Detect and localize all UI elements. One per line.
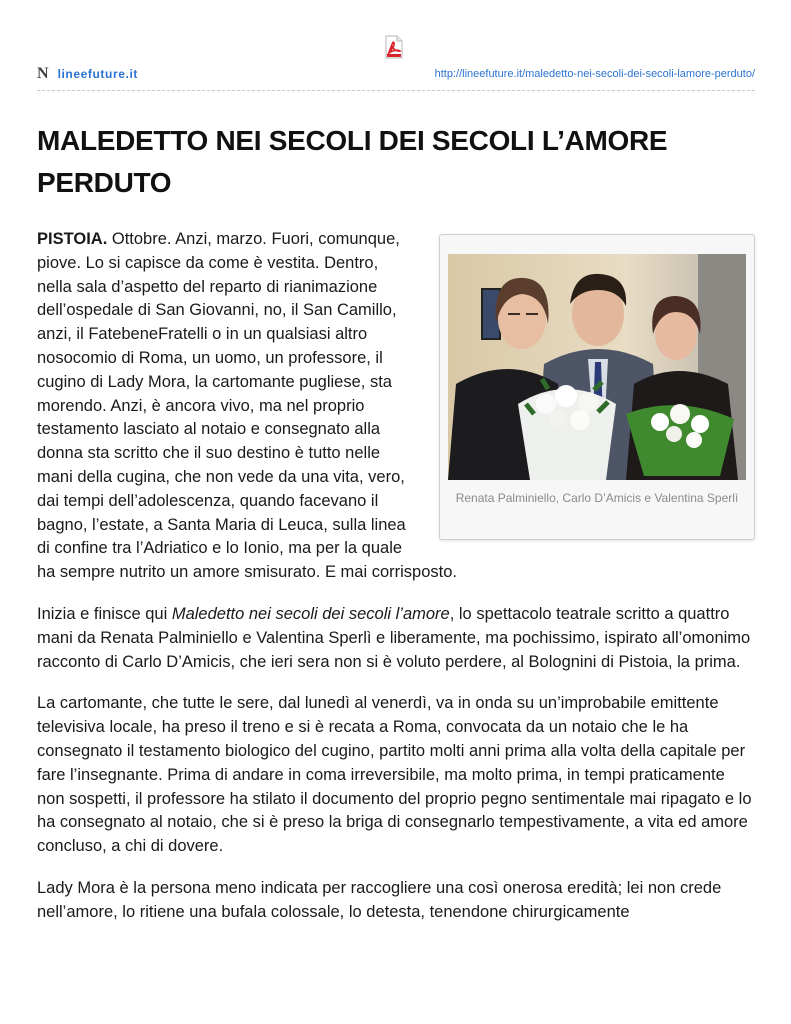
paragraph-1-text: Ottobre. Anzi, marzo. Fuori, comunque, piove. Lo si capisce da come è vestita. Dentro, nella sala d’aspetto del reparto di rianimazione dell’ospedale di San Giovanni, no, il San Camillo, anzi, il FatebeneFratelli o in un qualsiasi altro nosocomio di Roma, un uomo, un professore, il cugino di Lady Mora, la cartomante pugliese, sta morendo. Anzi, è ancora vivo, ma nel proprio testamento lasciato al notaio e consegnato alla donna sta scritto che il suo destino è tutto nelle mani della cugina, che non vede da una vita, vero, dai tempi dell’adolescenza, quando facevano il bagno, l’estate, a Santa Maria di Leuca, sulla linea di confine tra l’Adriatico e lo Ionio, ma per la quale ha sempre nutrito un amore smisurato. E mai corrisposto.	[37, 230, 458, 582]
page-url-link[interactable]: http://lineefuture.it/maledetto-nei-secoli-dei-secoli-lamore-perduto/	[434, 68, 755, 80]
dateline: PISTOIA.	[37, 230, 108, 248]
header-bar	[37, 60, 755, 91]
paragraph-2	[37, 603, 755, 674]
site-branding[interactable]	[37, 65, 138, 83]
site-name-link[interactable]: lineefuture.it	[57, 67, 138, 81]
site-logo: N	[37, 65, 49, 82]
pdf-download-icon[interactable]	[384, 35, 404, 59]
paragraph-4: Lady Mora è la persona meno indicata per raccogliere una così onerosa eredità; lei non crede nell’amore, lo ritiene una bufala colossale, lo detesta, tenendone chirurgicamente	[37, 878, 722, 921]
paragraph-2-after: , lo spettacolo teatrale scritto a quattro mani da Renata Palminiello e Valentina Sperlì e liberamente, ma pochissimo, ispirato all’omonimo racconto di Carlo D’Amicis, che ieri sera non si è voluto perdere, al Bolognini di Pistoia, la prima.	[37, 604, 751, 671]
article-title: MALEDETTO NEI SECOLI DEI SECOLI L’AMORE PERDUTO	[37, 125, 668, 198]
paragraph-3: La cartomante, che tutte le sere, dal lunedì al venerdì, va in onda su un’improbabile emittente televisiva locale, ha preso il treno e si è recata a Roma, convocata da un notaio che le ha consegnato il testamento biologico del cugino, partito molti anni prima alla volta della capitale per fare l’insegnante. Prima di andare in coma irreversibile, ma molto prima, in tempi praticamente non sospetti, il professore ha stilato il documento del proprio pegno sentimentale mai ripagato e lo ha consegnato al notaio, che si è preso la briga di consegnarlo tempestivamente, a vita ed amore concluso, a chi di dovere.	[37, 694, 752, 856]
figure-caption: Renata Palminiello, Carlo D’Amicis e Valentina Sperlì	[455, 491, 739, 505]
paragraph-2-before: Inizia e finisce qui	[37, 604, 172, 623]
article-body	[37, 228, 755, 943]
pdf-file-icon	[384, 35, 404, 59]
article-figure	[439, 234, 755, 540]
article-photo	[448, 254, 746, 480]
show-title: Maledetto nei secoli dei secoli l’amore	[171, 604, 450, 623]
